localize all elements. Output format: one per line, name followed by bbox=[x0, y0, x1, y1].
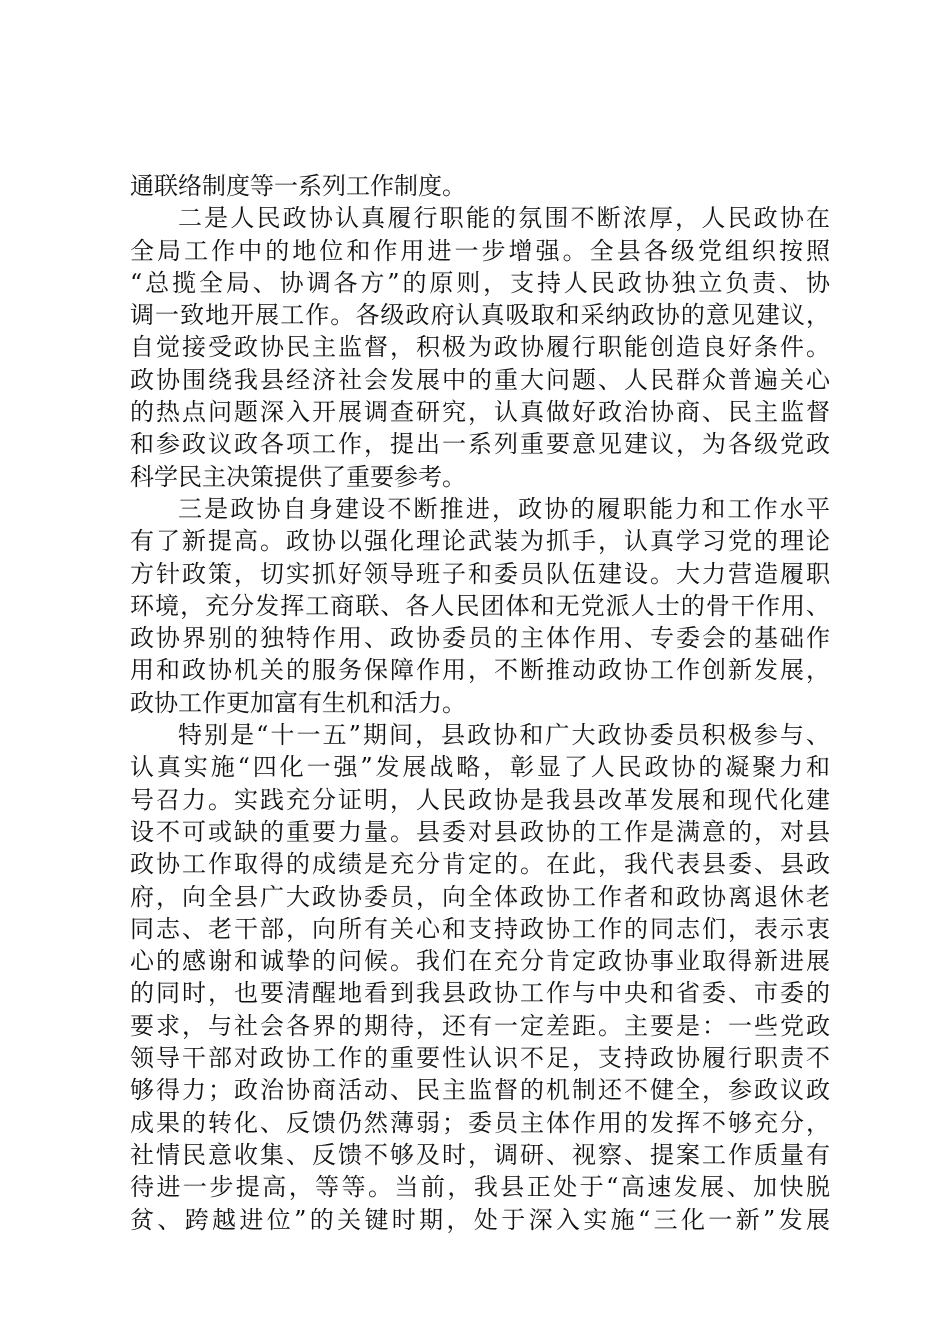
paragraph-p2 bbox=[130, 493, 830, 719]
text-line: 环境，充分发挥工商联、各人民团体和无党派人士的骨干作用、 bbox=[130, 591, 830, 620]
text-line: 科学民主决策提供了重要参考。 bbox=[130, 462, 466, 491]
text-line: 三是政协自身建设不断推进，政协的履职能力和工作水平 bbox=[178, 494, 830, 523]
text-line: 有了新提高。政协以强化理论武装为抓手，认真学习党的理论 bbox=[130, 527, 830, 556]
text-line: 调一致地开展工作。各级政府认真吸取和采纳政协的意见建议， bbox=[130, 301, 830, 330]
text-line: 政协围绕我县经济社会发展中的重大问题、人民群众普遍关心 bbox=[130, 365, 830, 394]
paragraph-p1 bbox=[130, 202, 830, 493]
text-line: “总揽全局、协调各方”的原则，支持人民政协独立负责、协 bbox=[130, 268, 830, 297]
text-line: 全局工作中的地位和作用进一步增强。全县各级党组织按照 bbox=[130, 236, 830, 265]
text-line: 的同时，也要清醒地看到我县政协工作与中央和省委、市委的 bbox=[130, 979, 830, 1008]
text-line: 领导干部对政协工作的重要性认识不足，支持政协履行职责不 bbox=[130, 1044, 830, 1073]
text-line: 的热点问题深入开展调查研究，认真做好政治协商、民主监督 bbox=[130, 398, 830, 427]
text-line: 成果的转化、反馈仍然薄弱；委员主体作用的发挥不够充分， bbox=[130, 1108, 830, 1137]
text-line: 政协工作取得的成绩是充分肯定的。在此，我代表县委、县政 bbox=[130, 850, 830, 879]
text-line: 政协工作更加富有生机和活力。 bbox=[130, 688, 466, 717]
text-line: 社情民意收集、反馈不够及时，调研、视察、提案工作质量有 bbox=[130, 1140, 830, 1169]
text-line: 二是人民政协认真履行职能的氛围不断浓厚，人民政协在 bbox=[178, 204, 830, 233]
text-line: 同志、老干部，向所有关心和支持政协工作的同志们，表示衷 bbox=[130, 914, 830, 943]
text-line: 政协界别的独特作用、政协委员的主体作用、专委会的基础作 bbox=[130, 624, 830, 653]
text-line: 用和政协机关的服务保障作用，不断推动政协工作创新发展， bbox=[130, 656, 830, 685]
text-line: 贫、跨越进位”的关键时期，处于深入实施“三化一新”发展 bbox=[130, 1205, 830, 1234]
text-line: 府，向全县广大政协委员，向全体政协工作者和政协离退休老 bbox=[130, 882, 830, 911]
text-line: 和参政议政各项工作，提出一系列重要意见建议，为各级党政 bbox=[130, 430, 830, 459]
text-line: 认真实施“四化一强”发展战略，彰显了人民政协的凝聚力和 bbox=[130, 753, 830, 782]
text-line: 自觉接受政协民主监督，积极为政协履行职能创造良好条件。 bbox=[130, 333, 830, 362]
text-line: 待进一步提高，等等。当前，我县正处于“高速发展、加快脱 bbox=[130, 1173, 830, 1202]
document-body bbox=[130, 170, 830, 1236]
text-line: 要求，与社会各界的期待，还有一定差距。主要是：一些党政 bbox=[130, 1011, 830, 1040]
text-line: 号召力。实践充分证明，人民政协是我县改革发展和现代化建 bbox=[130, 785, 830, 814]
text-line: 心的感谢和诚挚的问候。我们在充分肯定政协事业取得新进展 bbox=[130, 947, 830, 976]
paragraph-p3 bbox=[130, 719, 830, 1236]
paragraph-p0 bbox=[130, 170, 830, 202]
text-line: 方针政策，切实抓好领导班子和委员队伍建设。大力营造履职 bbox=[130, 559, 830, 588]
text-line: 设不可或缺的重要力量。县委对县政协的工作是满意的，对县 bbox=[130, 817, 830, 846]
text-line: 通联络制度等一系列工作制度。 bbox=[130, 172, 466, 200]
text-line: 够得力；政治协商活动、民主监督的机制还不健全，参政议政 bbox=[130, 1076, 830, 1105]
text-line: 特别是“十一五”期间，县政协和广大政协委员积极参与、 bbox=[178, 721, 830, 750]
